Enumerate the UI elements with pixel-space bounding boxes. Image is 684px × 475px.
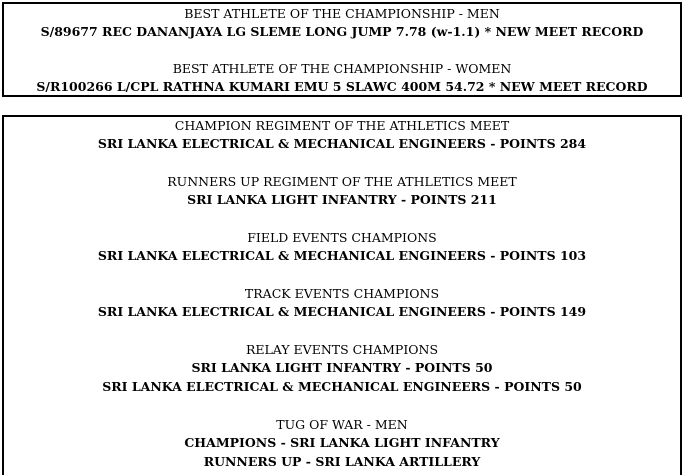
- champion-regiment-detail: SRI LANKA ELECTRICAL & MECHANICAL ENGINEERS - POINTS 284: [97, 136, 587, 151]
- field-events-detail: SRI LANKA ELECTRICAL & MECHANICAL ENGINEERS - POINTS 103: [97, 248, 587, 263]
- best-athlete-women-heading: BEST ATHLETE OF THE CHAMPIONSHIP - WOMEN: [172, 61, 512, 76]
- relay-events-detail-1: SRI LANKA LIGHT INFANTRY - POINTS 50: [191, 360, 493, 375]
- tug-of-war-men-heading: TUG OF WAR - MEN: [276, 417, 408, 432]
- best-athlete-men-heading: BEST ATHLETE OF THE CHAMPIONSHIP - MEN: [184, 6, 500, 21]
- best-athlete-men-detail: S/89677 REC DANANJAYA LG SLEME LONG JUMP 7.78 (w-1.1) * NEW MEET RECORD: [40, 24, 644, 39]
- tug-of-war-men-champions: CHAMPIONS - SRI LANKA LIGHT INFANTRY: [184, 435, 500, 450]
- field-events-heading: FIELD EVENTS CHAMPIONS: [247, 230, 437, 245]
- champion-regiment-heading: CHAMPION REGIMENT OF THE ATHLETICS MEET: [174, 118, 510, 133]
- runners-up-regiment-detail: SRI LANKA LIGHT INFANTRY - POINTS 211: [187, 192, 497, 207]
- regiment-awards-box: [2, 115, 682, 475]
- runners-up-regiment-heading: RUNNERS UP REGIMENT OF THE ATHLETICS MEET: [167, 174, 517, 189]
- relay-events-heading: RELAY EVENTS CHAMPIONS: [245, 342, 439, 357]
- best-athletes-box: [2, 2, 682, 97]
- track-events-detail: SRI LANKA ELECTRICAL & MECHANICAL ENGINEERS - POINTS 149: [97, 304, 587, 319]
- best-athlete-women-detail: S/R100266 L/CPL RATHNA KUMARI EMU 5 SLAWC 400M 54.72 * NEW MEET RECORD: [36, 79, 648, 94]
- relay-events-detail-2: SRI LANKA ELECTRICAL & MECHANICAL ENGINEERS - POINTS 50: [102, 379, 582, 394]
- tug-of-war-men-runners-up: RUNNERS UP - SRI LANKA ARTILLERY: [203, 454, 481, 469]
- track-events-heading: TRACK EVENTS CHAMPIONS: [244, 286, 440, 301]
